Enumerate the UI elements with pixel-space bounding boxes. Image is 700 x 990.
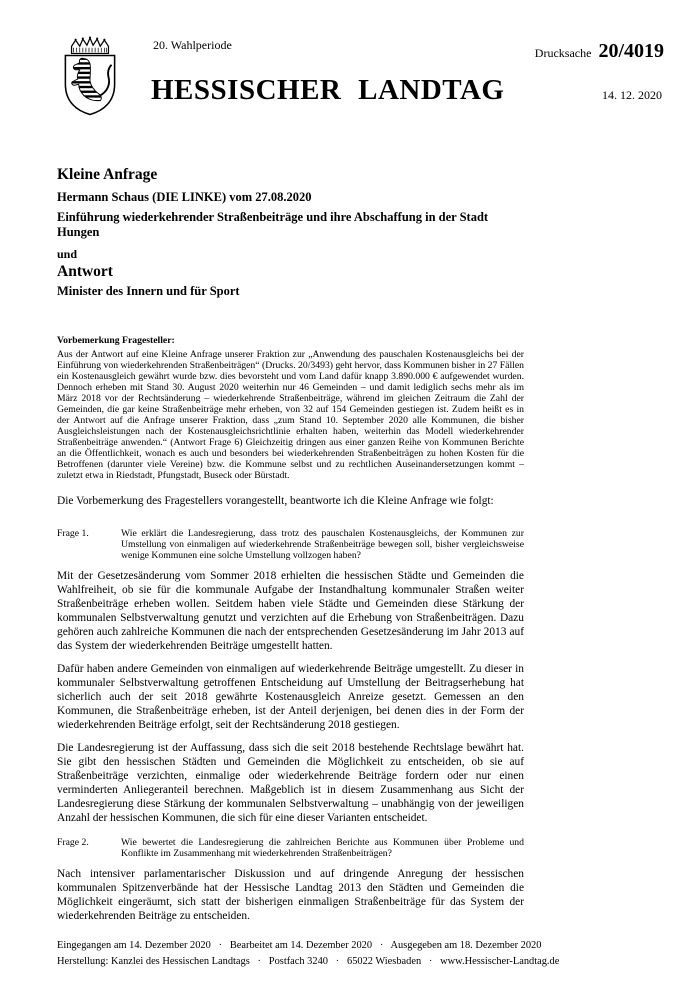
connector-word: und [57,246,78,261]
question-1-label: Frage 1. [57,527,89,539]
document-type-heading: Kleine Anfrage [57,166,158,183]
subject-title: Einführung wiederkehrender Straßenbeiträge und ihre Abschaffung in der Stadt Hungen [57,210,489,240]
author-line: Hermann Schaus (DIE LINKE) vom 27.08.2020 [57,190,312,205]
answer-1-paragraph: Dafür haben andere Gemeinden von einmaligen auf wiederkehrende Beiträge umgestellt. Zu dieser in kommunaler Selbstverwaltung getroffenen Entscheidung auf Umstellung der Beitragserhebung hat sicherlich auch der seit 2018 gewährte Kostenausgleich Anreize gesetzt. Gemessen an den Kommunen, die Straßenbeiträge erheben, ist der Anteil derjenigen, bei denen dies in der Form der wiederkehrenden Beiträge erfolgt, seit der Rechtsänderung 2018 gestiegen. [57,662,524,731]
answer-1 [57,569,524,825]
answering-minister: Minister des Innern und für Sport [57,283,240,298]
drucksache-reference [535,40,664,63]
vorbemerkung-text: Aus der Antwort auf eine Kleine Anfrage unserer Fraktion zur „Anwendung des pauschalen Kostenausgleichs bei der Einführung von wiederkehrenden Straßenbeiträgen“ (Drucks. 20/3493) geht hervor, dass Kommunen bisher in 27 Fällen ein Kostenausgleich gewährt wurde bzw. dies bevorsteht und vom Land dafür knapp 3.890.000 € aufgewendet wurden. Dennoch erheben mit Stand 30. August 2020 weiterhin nur 46 Gemeinden – und damit lediglich sechs mehr als im März 2018 vor der Rechtsänderung – wiederkehrende Straßenbeiträge, während im gleichen Zeitraum die Zahl der Gemeinden, die gar keine Straßenbeiträge mehr erheben, von 32 auf 154 Gemeinden gestiegen ist. Zudem heißt es in der Antwort auf die Anfrage unserer Fraktion, dass „zum Stand 10. September 2020 alle Kommunen, die bisher Ausgleichsleistungen nach der Kostenausgleichsrichtlinie erhalten haben, weiterhin das Modell wiederkehrender Straßenbeiträge anwenden.“ (Antwort Frage 6) Gleichzeitig dringen aus einer ganzen Reihe von Kommunen Berichte an die Öffentlichkeit, wonach es auch und besonders bei wiederkehrenden Straßenbeiträgen zu hohen Kosten für die Betroffenen (darunter viele Vereine) bzw. die Kommune selbst und zu rechtlichen Auseinandersetzungen kommt – zuletzt etwa in Riedstadt, Pfungstadt, Buseck oder Bürstadt. [57,348,524,481]
coat-of-arms-icon [56,36,124,116]
intro-sentence: Die Vorbemerkung des Fragestellers vorangestellt, beantworte ich die Kleine Anfrage wie folgt: [57,494,494,507]
institution-title: HESSISCHER LANDTAG [151,74,505,106]
vorbemerkung-heading: Vorbemerkung Fragesteller: [57,334,175,346]
drucksache-label: Drucksache [534,46,592,60]
title-block [57,166,537,299]
document-header [0,0,700,166]
footer-dates-line: Eingegangen am 14. Dezember 2020 · Bearbeitet am 14. Dezember 2020 · Ausgegeben am 18. Dezember 2020 [57,940,542,951]
document-footer [57,938,559,970]
answer-1-paragraph: Die Landesregierung ist der Auffassung, dass sich die seit 2018 bestehende Rechtslage bewährt hat. Sie gibt den hessischen Städten und Gemeinden die Möglichkeit zu entscheiden, ob sie auf Straßenbeiträge verzichten, einmalige oder wiederkehrende Beiträge fordern oder nur einen verminderten Anliegeranteil berechnen. Maßgeblich ist in diesem Zusammenhang aus Sicht der Landesregierung diese Stärkung der kommunalen Selbstverwaltung – unabhängig von der jeweiligen Anzahl der hessischen Kommunen, die sich für eine dieser Varianten entscheidet. [57,741,524,824]
document-date: 14. 12. 2020 [602,88,662,102]
answer-2-paragraph: Nach intensiver parlamentarischer Diskussion und auf dringende Anregung der hessischen kommunalen Spitzenverbände hat der Hessische Landtag 2013 den Städten und Gemeinden die Möglichkeit eingeräumt, sich statt der bisherigen einmaligen Straßenbeiträge für das System der wiederkehrenden Beiträge zu entscheiden. [57,867,524,922]
question-2-label: Frage 2. [57,836,89,848]
answer-1-paragraph: Mit der Gesetzesänderung vom Sommer 2018 erhielten die hessischen Städte und Gemeinden die Wahlfreiheit, ob sie für die kommunale Aufgabe der Instandhaltung kommunaler Straßen weiter Straßenbeiträge erheben wollen. Seitdem haben viele Städte und Gemeinden diese Stärkung der kommunalen Selbstverwaltung genutzt und verzichten auf die Erhebung von Straßenbeiträgen. Dazu gehören auch zahlreiche Kommunen die nach der entsprechenden Gesetzesänderung im Jahr 2013 auf das System der wiederkehrenden Beiträge umgestellt hatten. [57,569,524,652]
footer-production-line: Herstellung: Kanzlei des Hessischen Landtags · Postfach 3240 · 65022 Wiesbaden · www.Hessischer-Landtag.de [57,956,560,967]
answer-heading: Antwort [57,262,113,280]
drucksache-number: 20/4019 [598,40,664,62]
question-2-text: Wie bewertet die Landesregierung die zahlreichen Berichte aus Kommunen über Probleme und Konflikte im Zusammenhang mit wiederkehrenden Straßenbeiträgen? [121,836,524,859]
answer-2 [57,867,524,923]
hessen-coat-of-arms [56,36,124,116]
question-1 [57,528,524,561]
question-2 [57,837,524,859]
document-body [57,335,524,923]
question-1-text: Wie erklärt die Landesregierung, dass trotz des pauschalen Kostenausgleichs, der Kommunen zur Umstellung von einmaligen auf wiederkehrende Straßenbeiträge bewegen soll, bisher vergleichsweise wenige Kommunen eine solche Umstellung vollzogen haben? [121,527,524,561]
wahlperiode-label: 20. Wahlperiode [153,38,232,52]
